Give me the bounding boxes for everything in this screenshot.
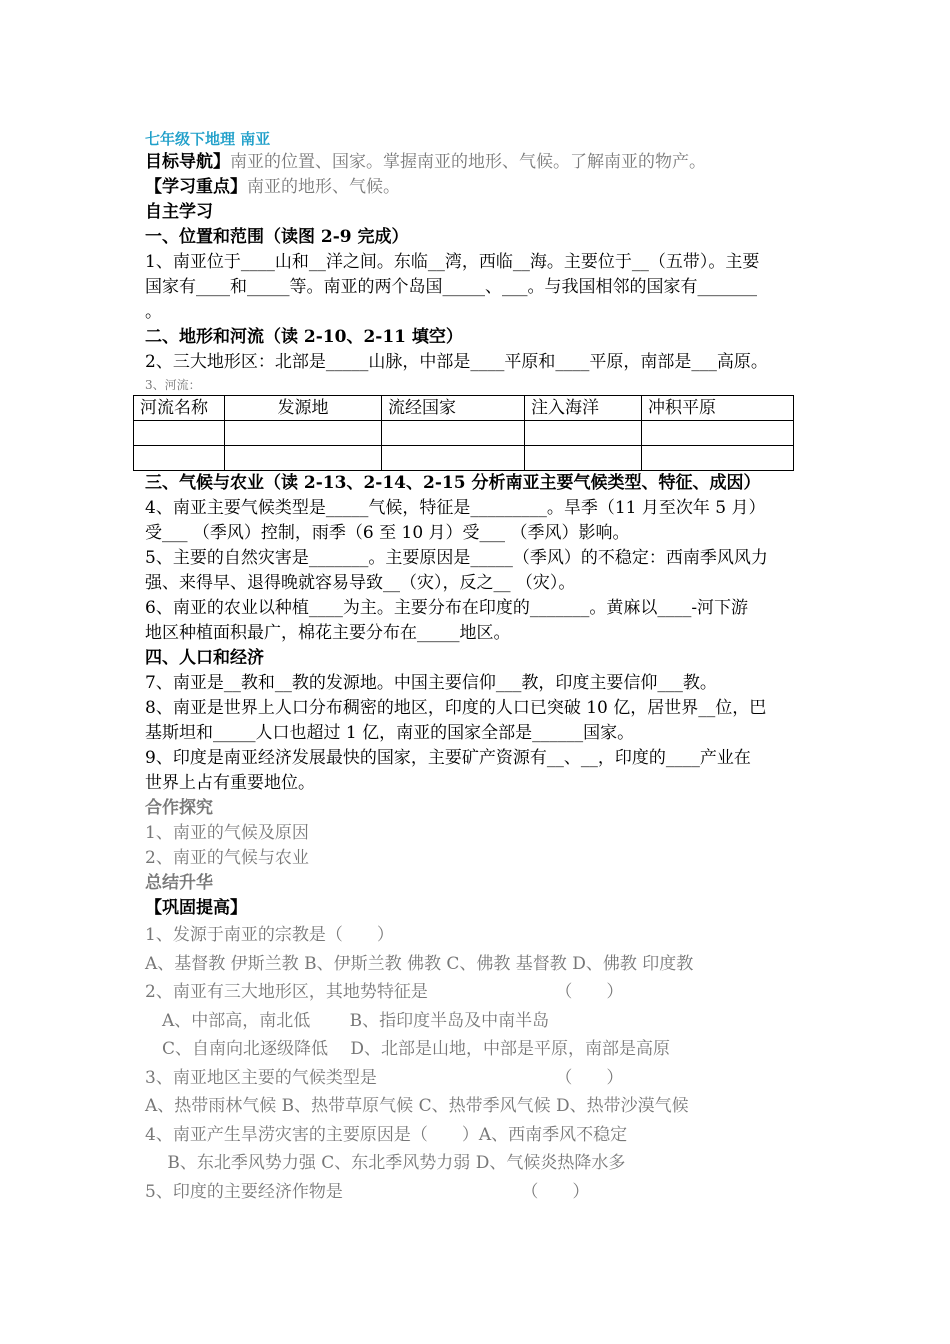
table-header-row bbox=[134, 396, 794, 421]
worksheet bbox=[140, 128, 825, 1206]
mc-q4-options: B、东北季风势力强 C、东北季风势力弱 D、气候炎热降水多 bbox=[145, 1153, 626, 1173]
goal-label: 目标导航】 bbox=[145, 152, 230, 172]
q1-line-a: 1、南亚位于____山和__洋之间。东临__湾，西临__海。主要位于__（五带）。主要 bbox=[145, 252, 760, 272]
q4-line-b: 受___ （季风）控制，雨季（6 至 10 月）受___ （季风）影响。 bbox=[145, 523, 630, 543]
q2-line: 2、三大地形区：北部是_____山脉，中部是____平原和____平原，南部是___高原。 bbox=[145, 352, 768, 372]
table-cell[interactable] bbox=[134, 446, 225, 471]
table-header-cell: 冲积平原 bbox=[642, 396, 794, 421]
section1-heading: 一、位置和范围（读图 2-9 完成） bbox=[145, 227, 409, 247]
table-cell[interactable] bbox=[642, 421, 794, 446]
goal-text: 南亚的位置、国家。掌握南亚的地形、气候。了解南亚的物产。 bbox=[230, 152, 706, 172]
table-cell[interactable] bbox=[382, 446, 525, 471]
focus-line bbox=[145, 175, 825, 200]
mc-q5: 5、印度的主要经济作物是 （ ） bbox=[145, 1181, 590, 1202]
mc-q2: 2、南亚有三大地形区，其地势特征是 （ ） bbox=[145, 982, 624, 1002]
table-header-cell: 流经国家 bbox=[382, 396, 525, 421]
coop-item-2: 2、南亚的气候与农业 bbox=[145, 848, 309, 868]
table-cell[interactable] bbox=[134, 421, 225, 446]
focus-label: 【学习重点】 bbox=[145, 177, 247, 197]
table-header-cell: 发源地 bbox=[225, 396, 382, 421]
summary-heading: 总结升华 bbox=[145, 873, 213, 893]
river-table bbox=[133, 395, 794, 471]
table-row bbox=[134, 446, 794, 471]
table-header-cell: 河流名称 bbox=[134, 396, 225, 421]
table-header-cell: 注入海洋 bbox=[525, 396, 642, 421]
goal-line bbox=[145, 150, 825, 175]
section4-heading: 四、人口和经济 bbox=[145, 648, 264, 668]
focus-text: 南亚的地形、气候。 bbox=[247, 177, 400, 197]
q6-line-a: 6、南亚的农业以种植____为主。主要分布在印度的_______。黄麻以____-河下游 bbox=[145, 598, 749, 618]
table-cell[interactable] bbox=[225, 421, 382, 446]
mc-q1-options: A、基督教 伊斯兰教 B、伊斯兰教 佛教 C、佛教 基督教 D、佛教 印度教 bbox=[145, 953, 694, 974]
mc-q3-options: A、热带雨林气候 B、热带草原气候 C、热带季风气候 D、热带沙漠气候 bbox=[145, 1096, 689, 1116]
mc-q2-options-a: A、中部高，南北低 B、指印度半岛及中南半岛 bbox=[145, 1010, 550, 1031]
q9-line-a: 9、印度是南亚经济发展最快的国家，主要矿产资源有__、__，印度的____产业在 bbox=[145, 748, 751, 768]
q7-line: 7、南亚是__教和__教的发源地。中国主要信仰___教，印度主要信仰___教。 bbox=[145, 673, 717, 693]
table-cell[interactable] bbox=[525, 446, 642, 471]
consolidate-heading: 【巩固提高】 bbox=[145, 898, 247, 918]
q8-line-a: 8、南亚是世界上人口分布稠密的地区，印度的人口已突破 10 亿，居世界__位，巴 bbox=[145, 698, 767, 718]
mc-q2-options-b: C、自南向北逐级降低 D、北部是山地，中部是平原，南部是高原 bbox=[145, 1039, 671, 1059]
rivers-label: 3、河流： bbox=[145, 378, 201, 392]
table-cell[interactable] bbox=[525, 421, 642, 446]
mc-q1: 1、发源于南亚的宗教是（ ） bbox=[145, 925, 394, 945]
section3-heading: 三、气候与农业（读 2-13、2-14、2-15 分析南亚主要气候类型、特征、成因） bbox=[145, 473, 761, 493]
table-cell[interactable] bbox=[642, 446, 794, 471]
cooperation-heading: 合作探究 bbox=[145, 798, 213, 818]
mc-q3: 3、南亚地区主要的气候类型是 （ ） bbox=[145, 1067, 624, 1088]
table-cell[interactable] bbox=[225, 446, 382, 471]
table-cell[interactable] bbox=[382, 421, 525, 446]
page-title: 七年级下地理 南亚 bbox=[145, 130, 271, 148]
coop-item-1: 1、南亚的气候及原因 bbox=[145, 823, 309, 843]
q1-line-c: 。 bbox=[145, 302, 162, 322]
table-row bbox=[134, 421, 794, 446]
q8-line-b: 基斯坦和_____人口也超过 1 亿，南亚的国家全部是______国家。 bbox=[145, 723, 635, 743]
q1-line-b: 国家有____和_____等。南亚的两个岛国_____、___。与我国相邻的国家有_______ bbox=[145, 277, 757, 297]
q5-line-a: 5、主要的自然灾害是_______。主要原因是_____（季风）的不稳定：西南季风风力 bbox=[145, 548, 768, 568]
q6-line-b: 地区种植面积最广，棉花主要分布在_____地区。 bbox=[145, 623, 511, 643]
self-study-heading: 自主学习 bbox=[145, 202, 213, 222]
section2-heading: 二、地形和河流（读 2-10、2-11 填空） bbox=[145, 327, 463, 347]
q9-line-b: 世界上占有重要地位。 bbox=[145, 773, 315, 793]
q4-line-a: 4、南亚主要气候类型是_____气候，特征是_________。旱季（11 月至次年 5 月） bbox=[145, 498, 766, 518]
q5-line-b: 强、来得早、退得晚就容易导致__（灾），反之__ （灾）。 bbox=[145, 573, 576, 593]
mc-q4: 4、南亚产生旱涝灾害的主要原因是（ ）A、西南季风不稳定 bbox=[145, 1124, 628, 1145]
